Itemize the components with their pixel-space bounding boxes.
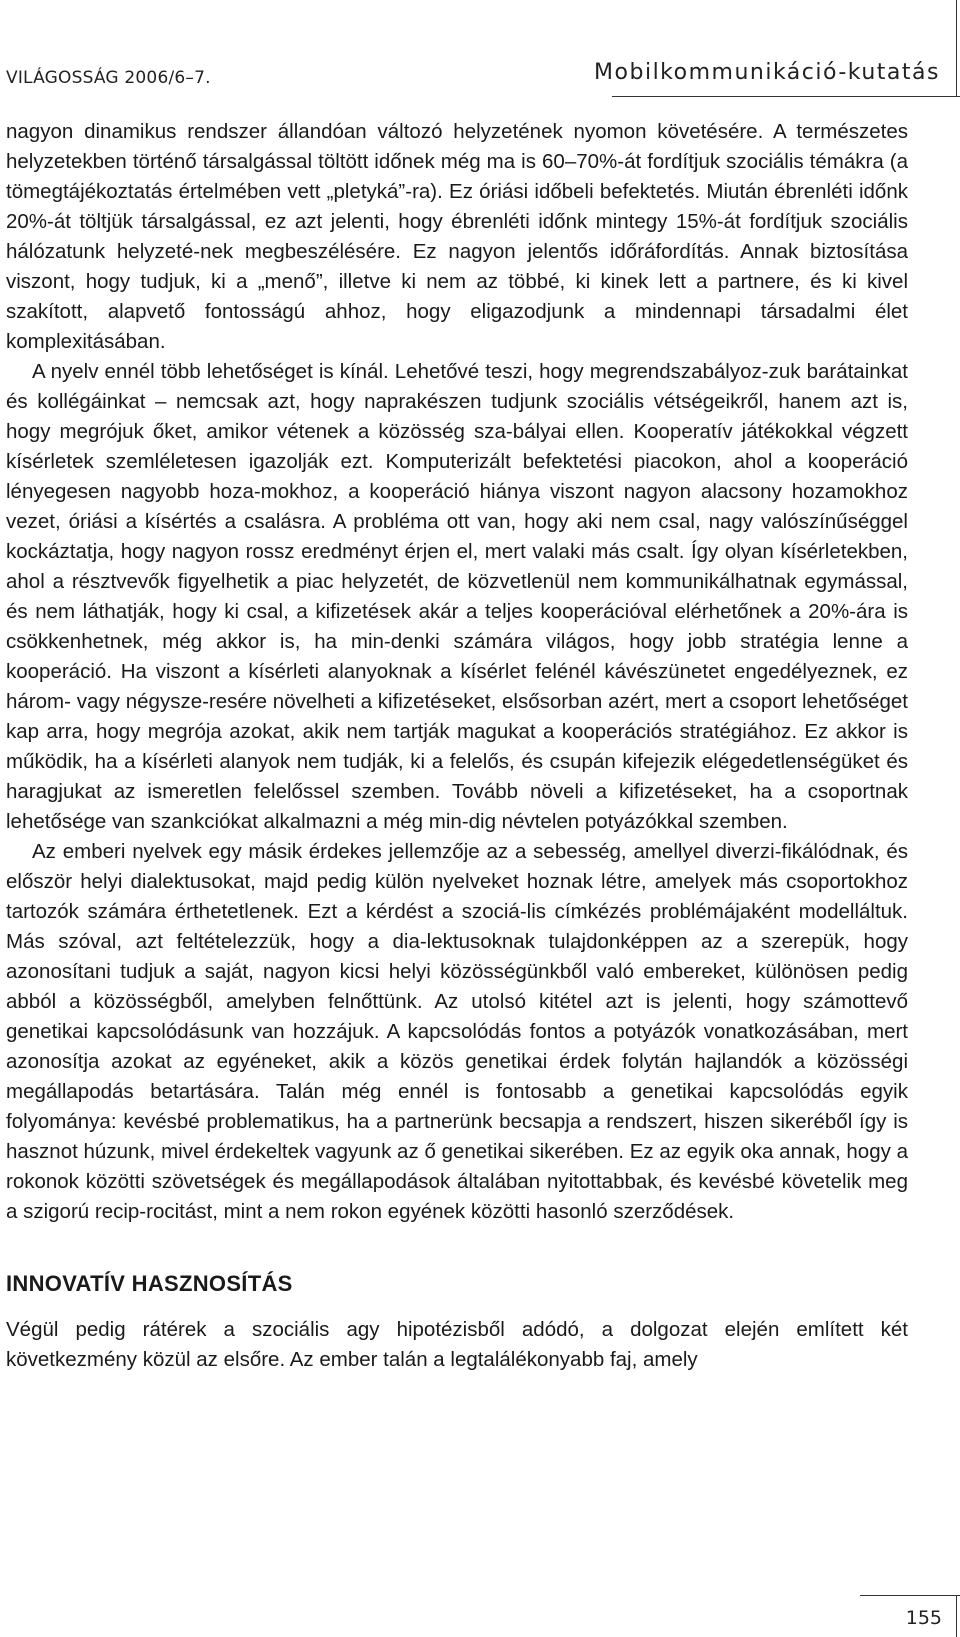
paragraph-1: nagyon dinamikus rendszer állandóan változó helyzetének nyomon követésére. A természetes helyzetekben történő társalgással töltött időnek még ma is 60–70%-át fordítjuk szociális témákra (a tömegtájékoztatás értelmében vett „pletyká”-ra). Ez óriási időbeli befektetés. Miután ébrenléti időnk 20%-át töltjük társalgással, ez azt jelenti, hogy ébrenléti időnk mintegy 15%-át fordítjuk szociális hálózatunk helyzeté-nek megbeszélésére. Ez nagyon jelentős időráfordítás. Annak biztosítása viszont, hogy tudjuk, ki a „menő”, illetve ki nem az többé, ki kinek lett a partnere, és ki kivel szakított, alapvető fontosságú ahhoz, hogy eligazodjunk a mindennapi társadalmi élet komplexitásában. [6,120,908,353]
paragraph-2: A nyelv ennél több lehetőséget is kínál. Lehetővé teszi, hogy megrendszabályoz-zuk barátainkat és kollégáinkat – nemcsak azt, hogy naprakészen tudjunk szociális vétségeikről, hanem azt is, hogy megrójuk őket, amikor vétenek a közösség sza-bályai ellen. Kooperatív játékokkal végzett kísérletek szemléletesen igazolják ezt. Komputerizált befektetési piacokon, ahol a kooperáció lényegesen nagyobb hoza-mokhoz, a kooperáció hiánya viszont nagyon alacsony hozamokhoz vezet, óriási a kísértés a csalásra. A probléma ott van, hogy aki nem csal, nagy valószínűséggel kockáztatja, hogy nagyon rossz eredményt érjen el, mert valaki más csalt. Így olyan kísérletekben, ahol a résztvevők figyelhetik a piac helyzetét, de közvetlenül nem kommunikálhatnak egymással, és nem láthatják, hogy ki csal, a kifizetések akár a teljes kooperációval elérhetőnek a 20%-ára is csökkenhetnek, még akkor is, ha min-denki számára világos, hogy jobb stratégia lenne a kooperáció. Ha viszont a kísérleti alanyoknak a kísérlet felénél kávészünetet engedélyeznek, ez három- vagy négysze-resére növelheti a kifizetéseket, elsősorban azért, mert a csoport lehetőséget kap arra, hogy megrója azokat, akik nem tartják magukat a kooperációs stratégiához. Ez akkor is működik, ha a kísérleti alanyok nem tudják, ki a felelős, és csupán kifejezik elégedetlenségüket és haragjukat az ismeretlen felelőssel szemben. Tovább növeli a kifizetéseket, ha a csoportnak lehetősége van szankciókat alkalmazni a még min-dig névtelen potyázókkal szemben. [6,360,908,833]
page-header [0,0,960,100]
footer-rule [860,1595,960,1596]
page-number: 155 [905,1607,942,1629]
header-vertical-rule [956,0,957,96]
article-body [6,117,908,1375]
footer-vertical-rule [956,1595,957,1637]
paragraph-3: Az emberi nyelvek egy másik érdekes jellemzője az a sebesség, amellyel diverzi-fikálódnak, és először helyi dialektusokat, majd pedig külön nyelveket hoznak létre, amelyek más csoportokhoz tartozók számára érthetetlenek. Ezt a kérdést a szociá-lis címkézés problémájaként modelláltuk. Más szóval, azt feltételezzük, hogy a dia-lektusoknak tulajdonképpen az a szerepük, hogy azonosítani tudjuk a saját, nagyon kicsi helyi közösségünkből való embereket, különösen pedig abból a közösségből, amelyben felnőttünk. Az utolsó kitétel azt is jelenti, hogy számottevő genetikai kapcsolódásunk van hozzájuk. A kapcsolódás fontos a potyázók vonatkozásában, mert azonosítja azokat az egyéneket, akik a közös genetikai érdek folytán hajlandók a közösségi megállapodás betartására. Talán még ennél is fontosabb a genetikai kapcsolódás egyik folyománya: kevésbé problematikus, ha a partnerünk becsapja a rendszert, hiszen sikeréből így is hasznot húzunk, mivel érdekeltek vagyunk az ő genetikai sikerében. Ez az egyik oka annak, hogy a rokonok közötti szövetségek és megállapodások általában nyitottabbak, és kevésbé követelik meg a szigorú recip-rocitást, mint a nem rokon egyének közötti hasonló szerződések. [6,840,908,1223]
header-rule [612,96,960,97]
paragraph-4: Végül pedig rátérek a szociális agy hipotézisből adódó, a dolgozat elején említett két következmény közül az elsőre. Az ember talán a legtalálékonyabb faj, amely [6,1318,908,1371]
journal-title: VILÁGOSSÁG 2006/6–7. [6,68,211,88]
section-heading: INNOVATÍV HASZNOSÍTÁS [6,1271,293,1296]
section-title: Mobilkommunikáció-kutatás [594,60,940,85]
